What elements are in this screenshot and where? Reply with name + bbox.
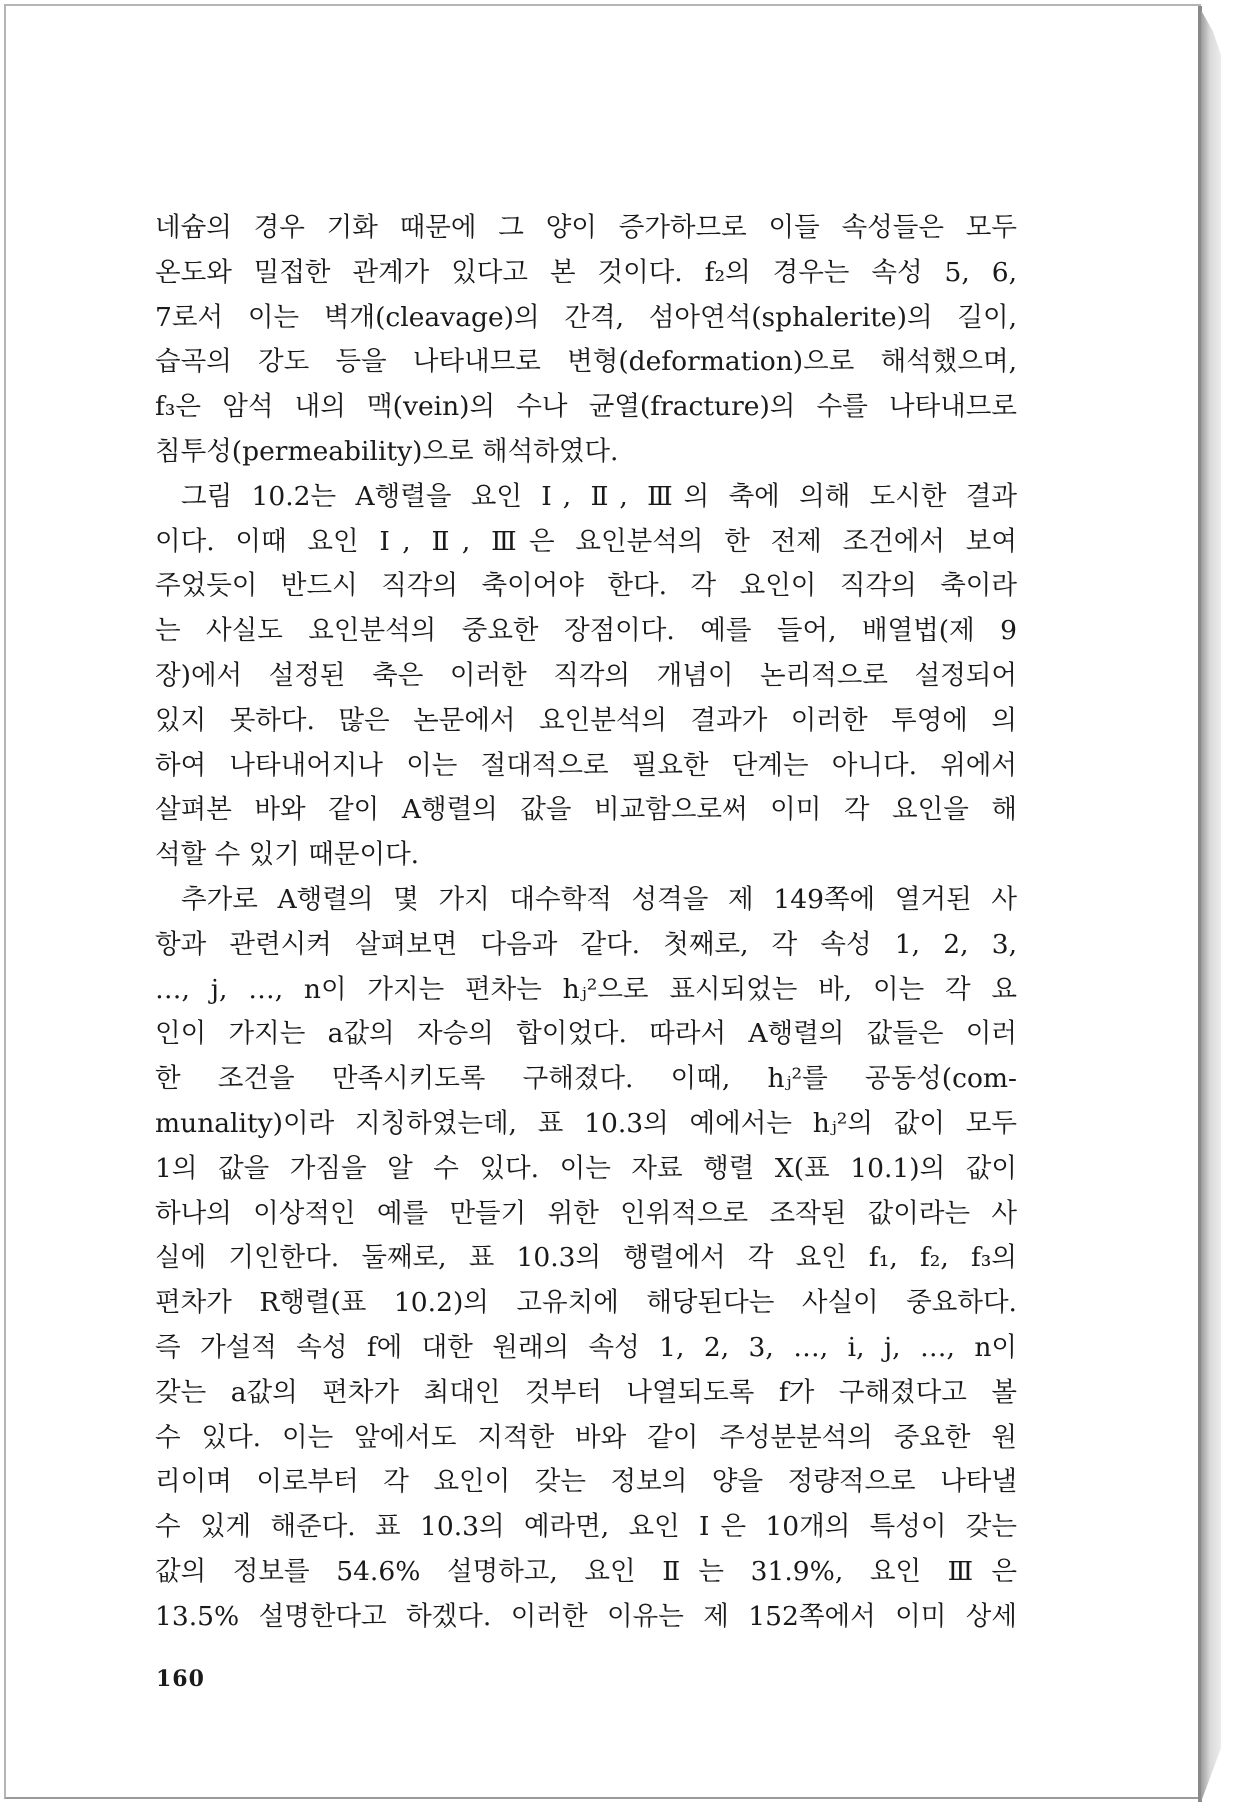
page-curl-shadow xyxy=(1201,10,1221,1802)
body-text xyxy=(155,206,1017,1640)
text-line: 수 있다. 이는 앞에서도 지적한 바와 같이 주성분분석의 중요한 원 xyxy=(155,1421,1017,1453)
text-line: 있지 못하다. 많은 논문에서 요인분석의 결과가 이러한 투영에 의 xyxy=(155,704,1017,736)
text-line: 살펴본 바와 같이 A행렬의 값을 비교함으로써 이미 각 요인을 해 xyxy=(155,794,1017,826)
text-line: 주었듯이 반드시 직각의 축이어야 한다. 각 요인이 직각의 축이라 xyxy=(155,570,1017,602)
text-line: f₃은 암석 내의 맥(vein)의 수나 균열(fracture)의 수를 나타내므로 xyxy=(155,391,1017,423)
text-line: 하나의 이상적인 예를 만들기 위한 인위적으로 조작된 값이라는 사 xyxy=(155,1197,1017,1229)
text-line: …, j, …, n이 가지는 편차는 hⱼ²으로 표시되었는 바, 이는 각 요 xyxy=(155,973,1017,1005)
text-line: 하여 나타내어지나 이는 절대적으로 필요한 단계는 아니다. 위에서 xyxy=(155,749,1017,781)
text-line: 인이 가지는 a값의 자승의 합이었다. 따라서 A행렬의 값들은 이러 xyxy=(155,1018,1017,1050)
text-line: 수 있게 해준다. 표 10.3의 예라면, 요인 Ⅰ은 10개의 특성이 갖는 xyxy=(155,1511,1017,1543)
text-line: 석할 수 있기 때문이다. xyxy=(155,839,420,871)
text-line: 편차가 R행렬(표 10.2)의 고유치에 해당된다는 사실이 중요하다. xyxy=(155,1287,1017,1319)
text-line: 갖는 a값의 편차가 최대인 것부터 나열되도록 f가 구해졌다고 볼 xyxy=(155,1376,1017,1408)
text-line: 네슘의 경우 기화 때문에 그 양이 증가하므로 이들 속성들은 모두 xyxy=(155,212,1017,243)
text-line: 침투성(permeability)으로 해석하였다. xyxy=(155,435,619,467)
text-line: 습곡의 강도 등을 나타내므로 변형(deformation)으로 해석했으며, xyxy=(155,346,1017,378)
text-line: 1의 값을 가짐을 알 수 있다. 이는 자료 행렬 X(표 10.1)의 값이 xyxy=(155,1152,1017,1184)
text-line: 즉 가설적 속성 f에 대한 원래의 속성 1, 2, 3, …, i, j, …, n이 xyxy=(155,1331,1017,1363)
text-line: 실에 기인한다. 둘째로, 표 10.3의 행렬에서 각 요인 f₁, f₂, f₃의 xyxy=(155,1242,1017,1274)
text-line: 추가로 A행렬의 몇 가지 대수학적 성격을 제 149쪽에 열거된 사 xyxy=(181,883,1017,915)
text-line: 온도와 밀접한 관계가 있다고 본 것이다. f₂의 경우는 속성 5, 6, xyxy=(155,256,1017,288)
text-line: 값의 정보를 54.6% 설명하고, 요인 Ⅱ는 31.9%, 요인 Ⅲ은 xyxy=(155,1555,1017,1587)
text-line: 그림 10.2는 A행렬을 요인 Ⅰ, Ⅱ, Ⅲ의 축에 의해 도시한 결과 xyxy=(181,480,1017,512)
text-line: 7로서 이는 벽개(cleavage)의 간격, 섬아연석(sphalerite)의 길이, xyxy=(155,301,1017,333)
text-line: munality)이라 지칭하였는데, 표 10.3의 예에서는 hⱼ²의 값이 모두 xyxy=(155,1107,1017,1139)
text-line: 항과 관련시켜 살펴보면 다음과 같다. 첫째로, 각 속성 1, 2, 3, xyxy=(155,928,1017,960)
text-line: 장)에서 설정된 축은 이러한 직각의 개념이 논리적으로 설정되어 xyxy=(155,659,1017,691)
page-number: 160 xyxy=(156,1666,205,1692)
text-line: 리이며 이로부터 각 요인이 갖는 정보의 양을 정량적으로 나타낼 xyxy=(155,1466,1017,1498)
text-line: 이다. 이때 요인 Ⅰ, Ⅱ, Ⅲ은 요인분석의 한 전제 조건에서 보여 xyxy=(155,525,1017,557)
text-line: 13.5% 설명한다고 하겠다. 이러한 이유는 제 152쪽에서 이미 상세 xyxy=(155,1600,1017,1632)
text-line: 는 사실도 요인분석의 중요한 장점이다. 예를 들어, 배열법(제 9 xyxy=(155,615,1017,647)
text-line: 한 조건을 만족시키도록 구해졌다. 이때, hⱼ²를 공동성(com- xyxy=(155,1063,1017,1095)
